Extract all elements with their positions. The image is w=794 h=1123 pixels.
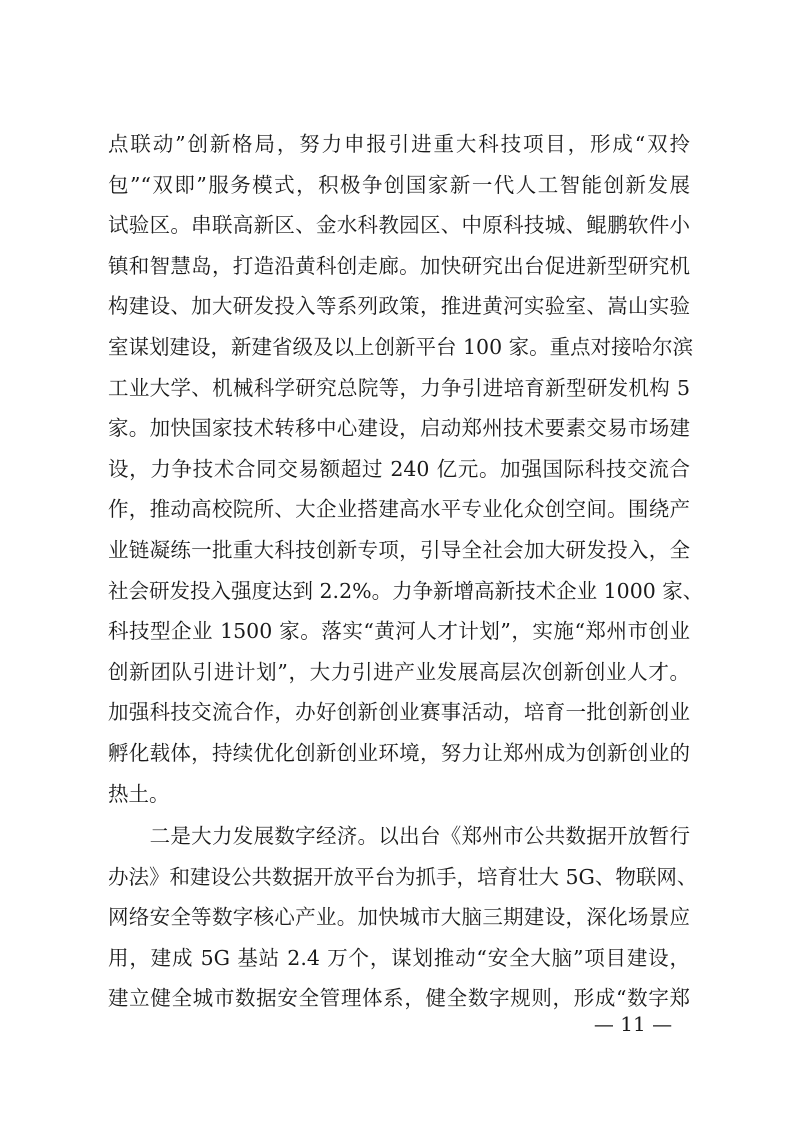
text-line: 作，推动高校院所、大企业搭建高水平专业化众创空间。围绕产 — [108, 497, 690, 522]
text-line: 构建设、加大研发投入等系列政策，推进黄河实验室、嵩山实验 — [108, 294, 690, 319]
text-line: 用，建成 5G 基站 2.4 万个，谋划推动“安全大脑”项目建设， — [108, 945, 690, 970]
text-line: 办法》和建设公共数据开放平台为抓手，培育壮大 5G、物联网、 — [108, 864, 698, 889]
text-line: 业链凝练一批重大科技创新专项，引导全社会加大研发投入，全 — [108, 537, 690, 562]
text-line: 网络安全等数字核心产业。加快城市大脑三期建设，深化场景应 — [108, 905, 690, 930]
text-line: 加强科技交流合作，办好创新创业赛事活动，培育一批创新创业 — [108, 700, 690, 725]
paragraph-1 — [108, 124, 704, 814]
text-line: 科技型企业 1500 家。落实“黄河人才计划”，实施“郑州市创业 — [108, 619, 690, 644]
text-line: 包”“双即”服务模式，积极争创国家新一代人工智能创新发展 — [108, 172, 690, 197]
body-text — [108, 124, 704, 1019]
text-line: 社会研发投入强度达到 2.2%。力争新增高新技术企业 1000 家、 — [108, 578, 704, 603]
paragraph-2 — [108, 816, 698, 1019]
text-line: 点联动”创新格局，努力申报引进重大科技项目，形成“双拎 — [108, 132, 690, 156]
text-line: 热土。 — [108, 781, 170, 806]
text-line: 建立健全城市数据安全管理体系，健全数字规则，形成“数字郑 — [108, 986, 690, 1011]
text-line: 创新团队引进计划”，大力引进产业发展高层次创新创业人才。 — [108, 659, 690, 684]
text-line: 家。加快国家技术转移中心建设，启动郑州技术要素交易市场建 — [108, 416, 690, 441]
text-line: 工业大学、机械科学研究总院等，力争引进培育新型研发机构 5 — [108, 375, 690, 400]
text-line: 二是大力发展数字经济。以出台《郑州市公共数据开放暂行 — [108, 824, 690, 849]
text-line: 设，力争技术合同交易额超过 240 亿元。加强国际科技交流合 — [108, 456, 690, 481]
text-line: 镇和智慧岛，打造沿黄科创走廊。加快研究出台促进新型研究机 — [108, 253, 690, 278]
text-line: 孵化载体，持续优化创新创业环境，努力让郑州成为创新创业的 — [108, 740, 690, 765]
text-line: 室谋划建设，新建省级及以上创新平台 100 家。重点对接哈尔滨 — [108, 334, 694, 359]
text-line: 试验区。串联高新区、金水科教园区、中原科技城、鲲鹏软件小 — [108, 213, 690, 238]
page-number: — 11 — — [593, 1012, 673, 1036]
